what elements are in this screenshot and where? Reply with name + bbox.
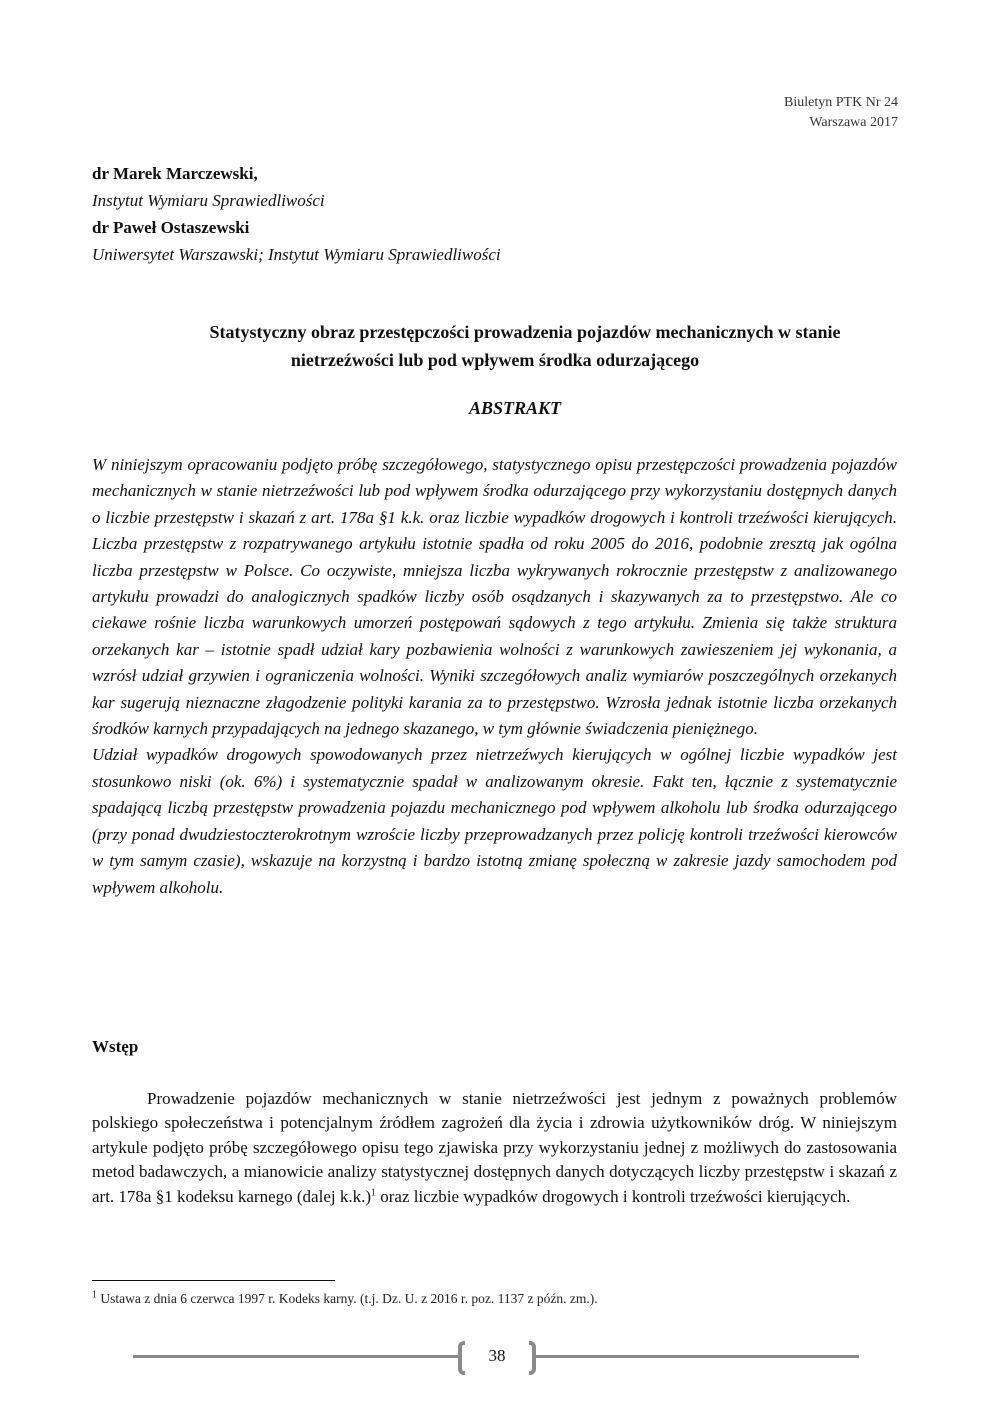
article-title (160, 318, 890, 374)
footnote-reference[interactable]: 1 (371, 1186, 376, 1198)
section-body (92, 1087, 897, 1209)
open-brace-icon (458, 1341, 465, 1375)
footer-rule-left (133, 1355, 458, 1358)
page-number: 38 (488, 1346, 506, 1365)
author-affiliation: Uniwersytet Warszawski; Instytut Wymiaru Sprawiedliwości (92, 245, 501, 264)
section-heading: Wstęp (92, 1037, 139, 1056)
author-name: dr Paweł Ostaszewski (92, 218, 250, 237)
author-block (92, 160, 501, 268)
body-paragraph (92, 1087, 897, 1209)
close-brace-icon (529, 1341, 536, 1375)
author-name: dr Marek Marczewski, (92, 164, 258, 183)
abstract-paragraph: Udział wypadków drogowych spowodowanych przez nietrzeźwych kierujących w ogólnej liczbie wypadków jest stosunkowo niski (ok. 6%) i systematycznie spadał w analizowanym okresie. Fakt ten, łącznie z systematycznie spadającą liczbą przestępstw prowadzenia pojazdu mechanicznego pod wpływem alkoholu lub środka odurzającego (przy ponad dwudziestoczterokrotnym wzroście liczby przeprowadzanych przez policję kontroli trzeźwości kierowców w tym samym czasie), wskazuje na korzystną i bardzo istotną zmianę społeczną w zakresie jazdy samochodem pod wpływem alkoholu. (92, 745, 897, 897)
abstract-heading: ABSTRAKT (468, 398, 562, 418)
body-text-part: Prowadzenie pojazdów mechanicznych w stanie nietrzeźwości jest jednym z poważnych problemów polskiego społeczeństwa i potencjalnym źródłem zagrożeń dla życia i zdrowia użytkowników dróg. W niniejszym artykule podjęto próbę szczegółowego opisu tego zjawiska przy wykorzystaniu jednej z możliwych do zastosowania metod badawczych, a mianowicie analizy statystycznej dostępnych danych dotyczących liczby przestępstw i skazań z art. 178a §1 kodeksu karnego (dalej k.k.) (92, 1089, 897, 1206)
author-affiliation: Instytut Wymiaru Sprawiedliwości (92, 191, 325, 210)
footnote-number: 1 (92, 1289, 97, 1301)
title-line: nietrzeźwości lub pod wpływem środka odurzającego (290, 350, 700, 370)
journal-name: Biuletyn PTK Nr 24 (784, 95, 898, 110)
running-header (784, 93, 898, 133)
body-text-part: oraz liczbie wypadków drogowych i kontroli trzeźwości kierujących. (376, 1186, 851, 1206)
footer-rule-right (536, 1355, 859, 1358)
abstract-paragraph: W niniejszym opracowaniu podjęto próbę szczegółowego, statystycznego opisu przestępczości prowadzenia pojazdów mechanicznych w stanie nietrzeźwości lub pod wpływem środka odurzającego przy wykorzystaniu dostępnych danych o liczbie przestępstw i skazań z art. 178a §1 k.k. oraz liczbie wypadków drogowych i kontroli trzeźwości kierujących. Liczba przestępstw z rozpatrywanego artykułu istotnie spadła od roku 2005 do 2016, podobnie zresztą jak ogólna liczba przestępstw w Polsce. Co oczywiste, mniejsza liczba wykrywanych rokrocznie przestępstw z analizowanego artykułu prowadzi do analogicznych spadków liczby osób osądzanych i skazywanych za to przestępstwo. Ale co ciekawe rośnie liczba warunkowych umorzeń postępowań sądowych z tego artykułu. Zmienia się także struktura orzekanych kar – istotnie spadł udział kary pozbawienia wolności z warunkowych zawieszeniem jej wykonania, a wzrósł udział grzywien i ograniczenia wolności. Wyniki szczegółowych analiz wymiarów poszczególnych orzekanych kar sugerują nieznaczne złagodzenie polityki karania za to przestępstwo. Wzrosła jednak istotnie liczba orzekanych środków karnych przypadających na jednego skazanego, w tym głównie świadczenia pieniężnego. (92, 455, 897, 739)
footnote-text: Ustawa z dnia 6 czerwca 1997 r. Kodeks karny. (t.j. Dz. U. z 2016 r. poz. 1137 z późn. zm.). (97, 1291, 598, 1306)
place-year: Warszawa 2017 (809, 115, 898, 130)
footnote (92, 1291, 598, 1307)
footnote-separator (92, 1280, 335, 1281)
abstract-body (92, 452, 897, 901)
title-line: Statystyczny obraz przestępczości prowadzenia pojazdów mechanicznych w stanie (209, 322, 841, 342)
